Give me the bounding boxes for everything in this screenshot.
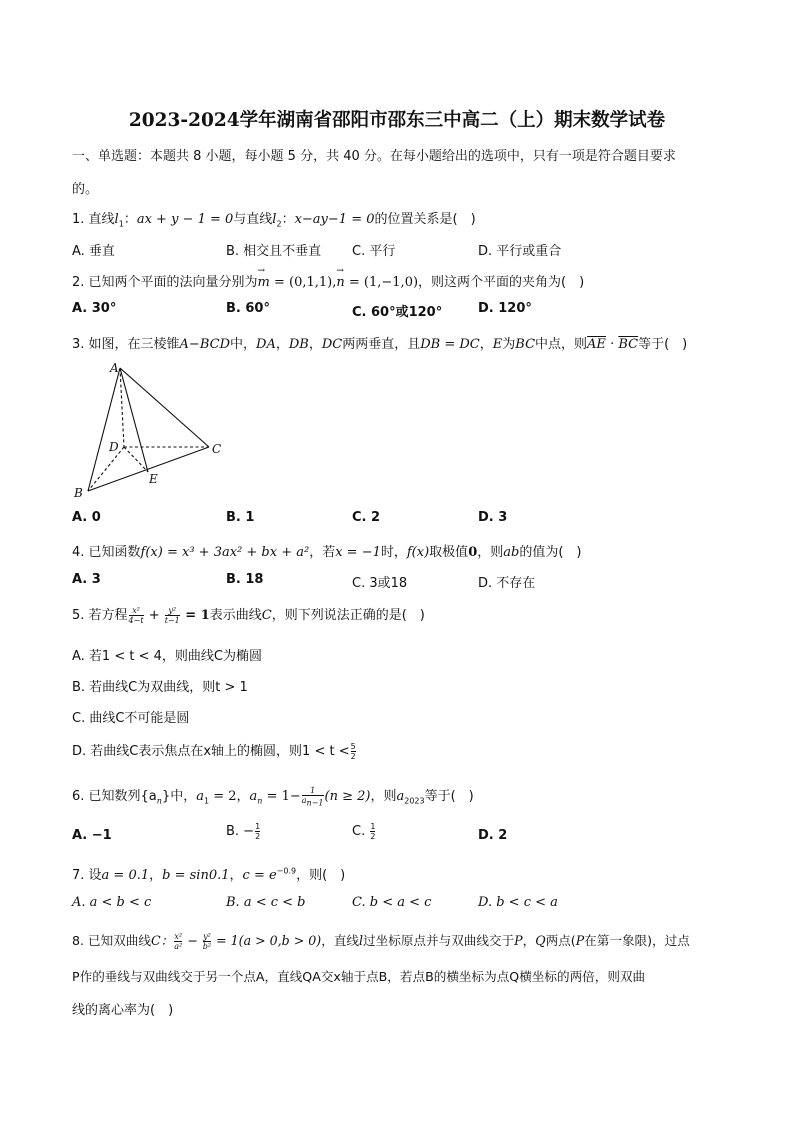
q1-option-a: A. 垂直 bbox=[72, 244, 115, 259]
q4-math2: x = −1 bbox=[335, 545, 381, 560]
q6-optb-num: 1 bbox=[255, 822, 261, 831]
q6-text2: }中， bbox=[161, 789, 197, 804]
q6-an-eq: = 1− bbox=[262, 789, 301, 804]
q2-option-a: A. 30° bbox=[72, 301, 117, 316]
q1-colon2: ： bbox=[281, 212, 295, 227]
q5-option-b: B. 若曲线C为双曲线，则t > 1 bbox=[72, 680, 248, 695]
q3-sep1: ， bbox=[275, 337, 289, 352]
q5-fraction-2 bbox=[165, 606, 180, 625]
q5-option-d-text: D. 若曲线C表示焦点在x轴上的椭圆，则1 < t < bbox=[72, 744, 350, 759]
q5-option-c: C. 曲线C不可能是圆 bbox=[72, 711, 190, 726]
q6-option-d: D. 2 bbox=[478, 828, 508, 843]
q3-math6: E bbox=[492, 337, 503, 352]
q8-minus: − bbox=[183, 933, 202, 948]
q2-option-d: D. 120° bbox=[478, 301, 532, 316]
q3-text6: 等于( ) bbox=[638, 337, 688, 352]
q6-option-b-fraction bbox=[255, 822, 260, 841]
q3-text4: 为 bbox=[502, 337, 516, 352]
q8-frac2-num: y² bbox=[203, 932, 211, 941]
q7-text: 7. 设 bbox=[72, 868, 102, 883]
q2-text2: ，则这两个平面的夹角为( ) bbox=[418, 275, 585, 290]
q3-vector-ae: $\overline{AE}$ bbox=[587, 337, 606, 352]
q5-curve: C bbox=[261, 608, 272, 623]
q4-text6: 的值为( ) bbox=[519, 545, 582, 560]
tetrahedron-figure bbox=[72, 360, 232, 500]
q3-option-b: B. 1 bbox=[226, 510, 255, 525]
q5-option-a: A. 若1 < t < 4，则曲线C为椭圆 bbox=[72, 649, 262, 664]
q6-fraction bbox=[302, 786, 324, 808]
question-2 bbox=[72, 271, 584, 290]
q3-sep2: ， bbox=[308, 337, 322, 352]
q3-math7: BC bbox=[515, 337, 536, 352]
q8-fraction-1 bbox=[174, 932, 182, 951]
q6-text: 6. 已知数列{a bbox=[72, 789, 157, 804]
q6-text4: 等于( ) bbox=[424, 789, 474, 804]
q1-l1: l bbox=[114, 212, 119, 227]
q8-frac1-den: a² bbox=[174, 942, 183, 951]
question-5 bbox=[72, 604, 425, 625]
q7-text2: ，则( ) bbox=[296, 868, 346, 883]
question-4 bbox=[72, 541, 581, 560]
q5-frac1-num: x² bbox=[132, 606, 140, 615]
q8-frac1-num: x² bbox=[174, 932, 183, 941]
q4-option-d: D. 不存在 bbox=[478, 576, 536, 591]
q4-option-b: B. 18 bbox=[226, 572, 264, 587]
q3-dot: · bbox=[605, 337, 619, 352]
question-1 bbox=[72, 208, 476, 229]
q3-sep3: ， bbox=[479, 337, 493, 352]
q1-option-b: B. 相交且不垂直 bbox=[226, 244, 322, 259]
q8-text: 8. 已知双曲线 bbox=[72, 933, 151, 948]
q6-frac-den bbox=[302, 795, 324, 808]
q3-option-d: D. 3 bbox=[478, 510, 508, 525]
q3-math4: DC bbox=[321, 337, 343, 352]
q6-condition: (n ≥ 2) bbox=[324, 789, 371, 804]
q7-option-c: C. b < a < c bbox=[352, 895, 432, 910]
q8-text4: 两点( bbox=[545, 933, 576, 948]
q8-p2: P bbox=[575, 933, 585, 948]
fig-label-d: D bbox=[109, 440, 119, 454]
q6-frac-den-sub: n−1 bbox=[306, 798, 324, 808]
q4-text3: 时， bbox=[380, 545, 407, 560]
q3-math3: DB bbox=[288, 337, 309, 352]
q4-option-c: C. 3或18 bbox=[352, 576, 408, 591]
q6-text3: ，则 bbox=[370, 789, 397, 804]
q2-option-b: B. 60° bbox=[226, 301, 270, 316]
fig-label-b: B bbox=[74, 486, 83, 500]
q1-eq1: ax + y − 1 = 0 bbox=[136, 212, 234, 227]
q8-text5: 在第一象限)，过点 bbox=[584, 933, 690, 948]
q2-vector-n: → n bbox=[336, 275, 344, 290]
q1-l1-sub: 1 bbox=[118, 219, 124, 229]
q3-math2: DA bbox=[256, 337, 276, 352]
q1-option-c: C. 平行 bbox=[352, 244, 396, 259]
q3-option-a: A. 0 bbox=[72, 510, 101, 525]
q6-frac-num: 1 bbox=[310, 785, 316, 795]
q7-option-b: B. a < c < b bbox=[226, 895, 306, 910]
q2-eq1: = (0,1,1), bbox=[269, 275, 337, 290]
q6-sub-1: 1 bbox=[203, 796, 210, 806]
q3-text2: 中， bbox=[230, 337, 257, 352]
q6-sub-n: n bbox=[156, 796, 162, 806]
q7-sep2: ， bbox=[229, 868, 243, 883]
q5-text: 5. 若方程 bbox=[72, 608, 128, 623]
q7-exponent: −0.9 bbox=[276, 866, 297, 876]
q6-option-b bbox=[226, 822, 261, 841]
q8-curve: C： bbox=[151, 933, 174, 948]
question-6 bbox=[72, 785, 474, 807]
q6-a1-value: = 2， bbox=[209, 789, 250, 804]
q5-text3: ，则下列说法正确的是( ) bbox=[271, 608, 425, 623]
q6-sub-n2: n bbox=[257, 796, 263, 806]
q8-line-l: l bbox=[359, 933, 364, 948]
section-header: 一、单选题：本题共 8 小题，每小题 5 分，共 40 分。在每小题给出的选项中，只有一项是符合题目要求 bbox=[72, 149, 676, 164]
q1-text: 1. 直线 bbox=[72, 212, 115, 227]
q1-text3: 的位置关系是( ) bbox=[374, 212, 476, 227]
q2-eq2: = (1,−1,0) bbox=[344, 275, 419, 290]
q6-a1: a bbox=[196, 789, 204, 804]
q8-text3: 过坐标原点并与双曲线交于 bbox=[363, 933, 515, 948]
q5-option-d-fraction bbox=[351, 742, 356, 761]
q3-text5: 中点，则 bbox=[535, 337, 588, 352]
q6-option-c-text: C. bbox=[352, 824, 370, 839]
q8-text2: ，直线 bbox=[321, 933, 360, 948]
page-title: 2023-2024学年湖南省邵阳市邵东三中高二（上）期末数学试卷 bbox=[128, 110, 666, 131]
q8-fraction-2 bbox=[203, 932, 211, 951]
q4-math5: ab bbox=[503, 545, 520, 560]
q7-sep1: ， bbox=[149, 868, 163, 883]
q5-fraction-1 bbox=[129, 606, 144, 625]
q4-text: 4. 已知函数 bbox=[72, 545, 141, 560]
q6-optb-den: 2 bbox=[255, 832, 261, 841]
q8-q: Q bbox=[535, 933, 546, 948]
q3-option-c: C. 2 bbox=[352, 510, 381, 525]
q3-text3: 两两垂直，且 bbox=[342, 337, 421, 352]
q1-eq2: x−ay−1 = 0 bbox=[294, 212, 375, 227]
q5-plus: + bbox=[144, 608, 164, 623]
q8-condition: = 1(a > 0,b > 0) bbox=[212, 933, 322, 948]
q5-text2: 表示曲线 bbox=[209, 608, 262, 623]
q6-optc-den: 2 bbox=[370, 832, 376, 841]
fig-label-c: C bbox=[212, 442, 222, 456]
q1-l2-sub: 2 bbox=[276, 219, 282, 229]
q4-option-a: A. 3 bbox=[72, 572, 101, 587]
q5-eq: = 1 bbox=[180, 608, 210, 623]
q4-text4: 取极值 bbox=[429, 545, 469, 560]
q6-option-a: A. −1 bbox=[72, 828, 112, 843]
q4-function: f(x) = x³ + 3ax² + bx + a² bbox=[140, 545, 310, 560]
q5-option-d bbox=[72, 740, 357, 761]
q5-frac2-den: t−1 bbox=[164, 616, 180, 625]
fig-label-e: E bbox=[149, 472, 158, 486]
q1-l2: l bbox=[272, 212, 277, 227]
fig-label-a: A bbox=[110, 361, 119, 375]
q2-vector-m: → m bbox=[258, 275, 270, 290]
q5-frac1-den: 4−t bbox=[128, 616, 144, 625]
q3-vector-bc: $\overline{BC}$ bbox=[618, 337, 639, 352]
q4-math3: f(x) bbox=[406, 545, 430, 560]
q8-sep: ， bbox=[522, 933, 536, 948]
q5-optd-num: 5 bbox=[350, 742, 356, 751]
q4-text2: ，若 bbox=[309, 545, 336, 560]
q7-c: c = e bbox=[242, 868, 277, 883]
q6-frac-den-a: a bbox=[301, 795, 307, 805]
q4-text5: ，则 bbox=[477, 545, 504, 560]
q6-optc-num: 1 bbox=[370, 822, 376, 831]
q2-option-c: C. 60°或120° bbox=[352, 305, 443, 320]
question-8-line-3: 线的离心率为( ) bbox=[72, 1003, 174, 1018]
q7-option-a: A. a < b < c bbox=[72, 895, 152, 910]
q7-b: b = sin0.1 bbox=[162, 868, 230, 883]
q4-math4: 0 bbox=[468, 545, 478, 560]
section-header-cont: 的。 bbox=[72, 182, 99, 197]
q6-option-b-text: B. − bbox=[226, 824, 255, 839]
q6-option-c bbox=[352, 822, 376, 841]
q6-an: a bbox=[249, 789, 258, 804]
q8-frac2-den: b² bbox=[202, 942, 212, 951]
q6-option-c-fraction bbox=[370, 822, 375, 841]
q1-text2: 与直线 bbox=[233, 212, 273, 227]
q2-text: 2. 已知两个平面的法向量分别为 bbox=[72, 275, 258, 290]
q8-p: P bbox=[514, 933, 523, 948]
q6-a2023: a bbox=[396, 789, 405, 804]
question-7 bbox=[72, 864, 345, 883]
question-8-line-2: P作的垂线与双曲线交于另一个点A，直线QA交x轴于点B，若点B的横坐标为点Q横坐标的两倍，则双曲 bbox=[72, 969, 646, 984]
q3-text: 3. 如图，在三棱锥 bbox=[72, 337, 180, 352]
q3-math1: A−BCD bbox=[179, 337, 230, 352]
q1-colon: ： bbox=[123, 212, 137, 227]
q7-a: a = 0.1 bbox=[101, 868, 150, 883]
q5-optd-den: 2 bbox=[350, 752, 356, 761]
q6-sub-2023: 2023 bbox=[404, 796, 425, 806]
question-8 bbox=[72, 930, 690, 951]
question-3 bbox=[72, 333, 687, 352]
q5-frac2-num: y² bbox=[168, 606, 177, 615]
q7-option-d: D. b < c < a bbox=[478, 895, 558, 910]
q1-option-d: D. 平行或重合 bbox=[478, 244, 562, 259]
q3-math5: DB = DC bbox=[420, 337, 480, 352]
